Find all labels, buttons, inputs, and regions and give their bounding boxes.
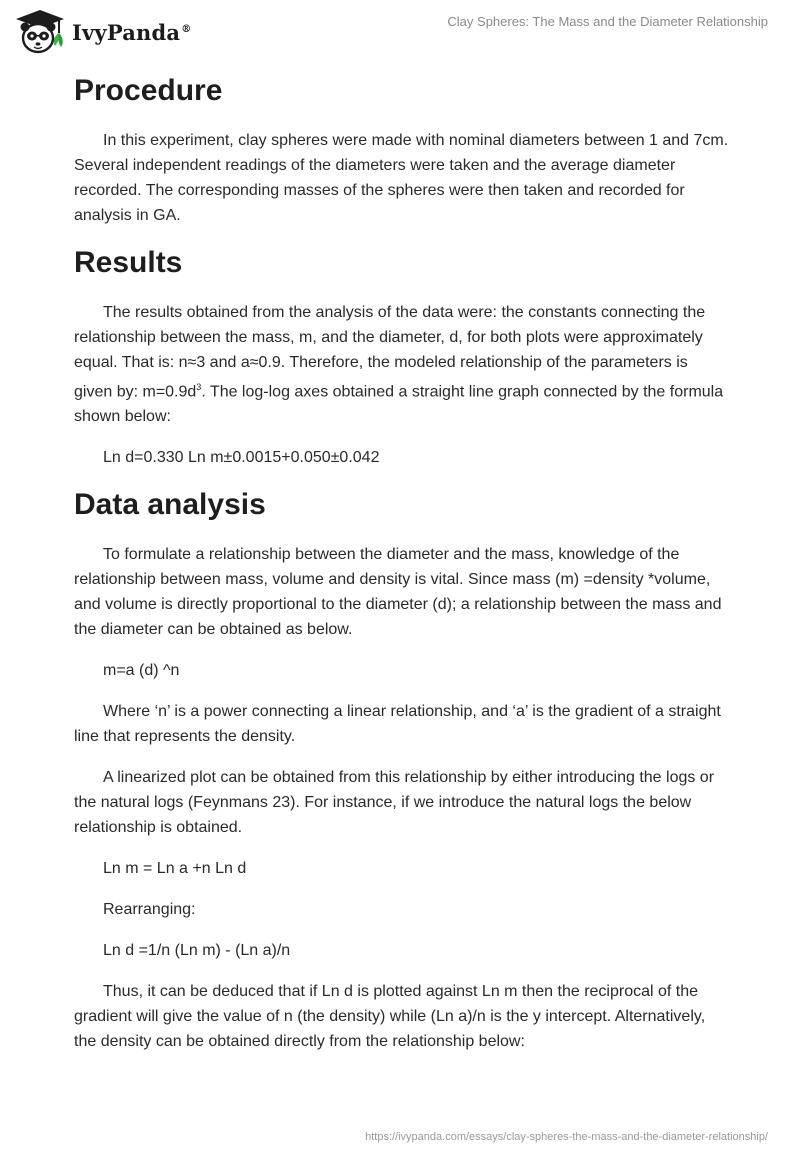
results-formula: Ln d=0.330 Ln m±0.0015+0.050±0.042 [103,449,380,467]
article-body [74,68,730,1070]
formula-power-law: m=a (d) ^n [103,662,180,680]
data-analysis-paragraph-2: Where ‘n’ is a power connecting a linear relationship, and ‘a’ is the gradient of a straight line that represents the density. [74,703,721,746]
running-title: Clay Spheres: The Mass and the Diameter Relationship [447,14,768,29]
data-analysis-paragraph-1: To formulate a relationship between the diameter and the mass, knowledge of the relationship between mass, volume and density is vital. Since mass (m) =density *volume, and volume is directly proportional to the diameter (d); a relationship between the mass and the diameter can be obtained as below. [74,546,722,639]
panda-graduation-cap-icon [14,8,66,56]
results-heading: Results [74,246,183,279]
procedure-paragraph: In this experiment, clay spheres were made with nominal diameters between 1 and 7cm. Several independent readings of the diameters were taken and the average diameter recorded. The corresponding masses of the spheres were then taken and recorded for analysis in GA. [74,132,729,224]
rearranging-label: Rearranging: [103,901,196,919]
data-analysis-paragraph-3: A linearized plot can be obtained from this relationship by either introducing the logs or the natural logs (Feynmans 23). For instance, if we introduce the natural logs the below relationship is obtained. [74,769,715,837]
data-analysis-heading: Data analysis [74,488,266,522]
results-superscript: 3 [196,382,202,392]
results-paragraph [74,300,730,429]
page-header [0,0,800,64]
formula-log-form: Ln m = Ln a +n Ln d [103,860,247,878]
formula-rearranged: Ln d =1/n (Ln m) - (Ln a)/n [103,942,291,960]
results-text-part2: . The log-log axes obtained a straight line graph connected by the formula shown below: [74,383,724,426]
logo-text: IvyPanda® [72,19,192,45]
registered-mark: ® [181,23,192,35]
procedure-heading: Procedure [74,74,223,107]
results-text-part1: The results obtained from the analysis of the data were: the constants connecting the relationship between the mass, m, and the diameter, d, for both plots were approximately equal. That is: n≈3 and a≈0.9. Therefore, the modeled relationship of the parameters is given by: m=0.9d [74,304,706,401]
data-analysis-paragraph-4: Thus, it can be deduced that if Ln d is plotted against Ln m then the reciprocal of the gradient will give the value of n (the density) while (Ln a)/n is the y intercept. Alternatively, the density can be obtained directly from the relationship below: [74,983,706,1051]
ivypanda-logo[interactable] [14,8,191,56]
source-url[interactable]: https://ivypanda.com/essays/clay-spheres-the-mass-and-the-diameter-relationship/ [365,1131,768,1143]
